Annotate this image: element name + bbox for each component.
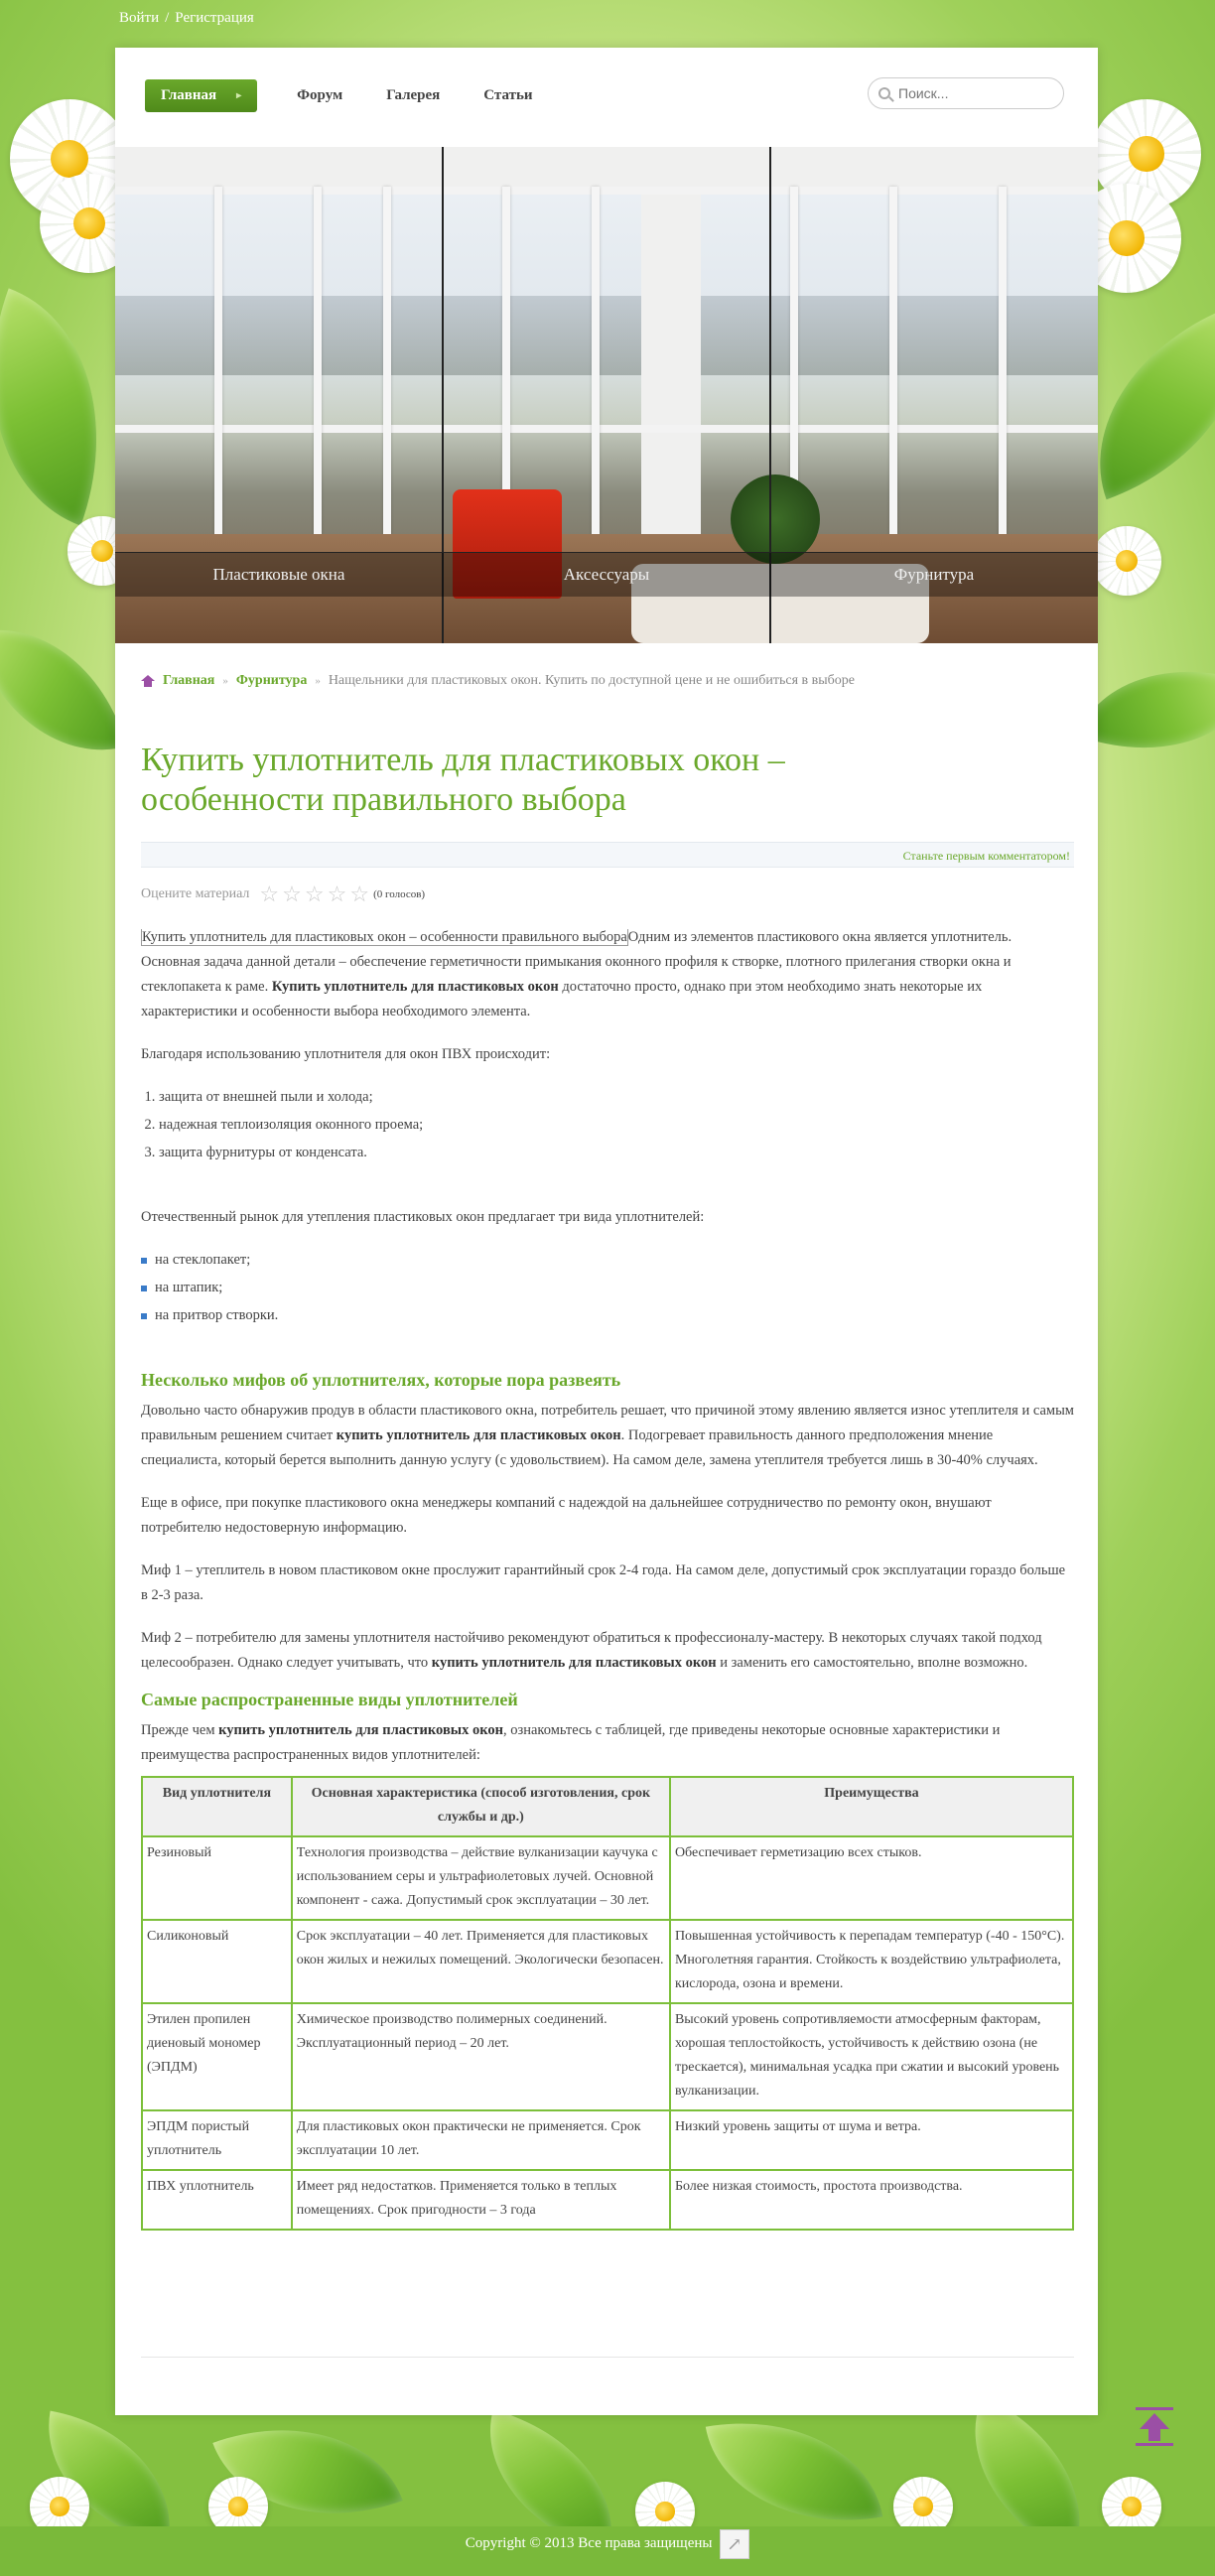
table-cell: Этилен пропилен диеновый мономер (ЭПДМ): [142, 2003, 292, 2110]
list-item: 1. защита от внешней пыли и холода;: [159, 1085, 1074, 1110]
nav-item-gallery[interactable]: Галерея: [386, 86, 441, 103]
table-row: [142, 2003, 1073, 2110]
list-item: на штапик;: [141, 1276, 1074, 1300]
table-row: [142, 2110, 1073, 2170]
rating-label: Оцените материал: [141, 886, 250, 901]
slide-caption-accessories[interactable]: Аксессуары: [563, 565, 650, 584]
intro-text-end: достаточно просто, однако при этом необходимо знать некоторые их характеристики и особенности выбора необходимого элемента.: [141, 979, 983, 1019]
table-cell: Низкий уровень защиты от шума и ветра.: [670, 2110, 1073, 2170]
page-container: [115, 48, 1098, 2415]
table-header: Преимущества: [670, 1777, 1073, 1836]
star-icon[interactable]: ☆: [327, 881, 347, 906]
paragraph: [141, 1718, 1074, 1768]
chevron-right-icon: »: [315, 675, 321, 687]
paragraph: [141, 1626, 1074, 1676]
breadcrumb: [141, 673, 1074, 689]
home-icon: [141, 675, 155, 687]
article-body: [141, 925, 1074, 2231]
article-content: [141, 673, 1074, 2231]
arrow-up-icon: [1140, 2413, 1169, 2429]
section-heading-types: Самые распространенные виды уплотнителей: [141, 1690, 518, 1709]
paragraph-bold: купить уплотнитель для пластиковых окон: [336, 1427, 621, 1443]
paragraph-text: и заменить его самостоятельно, вполне возможно.: [716, 1655, 1028, 1671]
daisy-icon: [1092, 526, 1161, 596]
section-heading-myths: Несколько мифов об уплотнителях, которые пора развеять: [141, 1370, 621, 1390]
table-cell: Высокий уровень сопротивляемости атмосферным факторам, хорошая теплостойкость, устойчивость к действию озона (не трескается), минимальная усадка при сжатии и высокий уровень вулканизации.: [670, 2003, 1073, 2110]
user-links: [119, 10, 254, 27]
scroll-to-top-button[interactable]: [1134, 2407, 1175, 2449]
paragraph-text: . Подогревает правильность данного предположения мнение специалиста, который берется выполнить данную услугу (с удовольствием). На самом деле, замена утеплителя требуется лишь в 30-40% случаях.: [141, 1427, 1038, 1468]
paragraph-text: Довольно часто обнаружив продув в области пластикового окна, потребитель решает, что причиной этому явлению является износ утеплителя и самым правильным решением считает: [141, 1403, 1074, 1443]
joomla-logo-icon[interactable]: [720, 2529, 749, 2559]
nav-item-forum[interactable]: Форум: [297, 86, 343, 103]
table-cell: Для пластиковых окон практически не применяется. Срок эксплуатации 10 лет.: [292, 2110, 670, 2170]
first-comment-link[interactable]: Станьте первым комментатором!: [902, 849, 1070, 863]
table-row: [142, 1920, 1073, 2003]
chevron-right-icon: »: [222, 675, 228, 687]
paragraph-bold: купить уплотнитель для пластиковых окон: [218, 1722, 503, 1738]
breadcrumb-current: Нащельники для пластиковых окон. Купить по доступной цене и не ошибиться в выборе: [328, 673, 856, 688]
star-icon[interactable]: ☆: [349, 881, 370, 906]
paragraph: Миф 1 – утеплитель в новом пластиковом окне прослужит гарантийный срок 2-4 года. На самом деле, допустимый срок эксплуатации гораздо больше в 2-3 раза.: [141, 1562, 1066, 1603]
comment-bar: [141, 842, 1074, 868]
login-link[interactable]: Войти: [119, 10, 160, 26]
search-input[interactable]: [898, 85, 1047, 101]
table-cell: Технология производства – действие вулканизации каучука с использованием серы и ультрафиолетовых лучей. Основной компонент - сажа. Допустимый срок эксплуатации – 30 лет.: [292, 1836, 670, 1920]
footer-copyright: [0, 2526, 1215, 2576]
table-cell: Силиконовый: [142, 1920, 292, 2003]
list-item: на притвор створки.: [141, 1303, 1074, 1328]
nav-item-home[interactable]: [145, 79, 257, 112]
list-item: 2. надежная теплоизоляция оконного проема;: [159, 1113, 1074, 1138]
paragraph: Отечественный рынок для утепления пластиковых окон предлагает три вида уплотнителей:: [141, 1209, 705, 1225]
table-header: Вид уплотнителя: [142, 1777, 292, 1836]
intro-bold: Купить уплотнитель для пластиковых окон: [271, 979, 559, 995]
search-icon: [878, 87, 890, 99]
benefits-list: [141, 1085, 1074, 1165]
types-list: [141, 1248, 1074, 1328]
table-row: [142, 2170, 1073, 2230]
copyright-text: Copyright © 2013 Все права защищены: [465, 2535, 713, 2551]
table-cell: ПВХ уплотнитель: [142, 2170, 292, 2230]
intro-text: Одним из элементов пластикового окна является уплотнитель. Основная задача данной детали – обеспечение герметичности примыкания оконного профиля к створке, плотного прилегания створки окна и стеклопакета к раме.: [141, 929, 1012, 995]
paragraph: [141, 1399, 1074, 1473]
list-item: 3. защита фурнитуры от конденсата.: [159, 1141, 1074, 1165]
table-cell: ЭПДМ пористый уплотнитель: [142, 2110, 292, 2170]
intro-link[interactable]: Купить уплотнитель для пластиковых окон – особенности правильного выбора: [142, 929, 627, 945]
rating-votes: (0 голосов): [373, 888, 426, 900]
register-link[interactable]: Регистрация: [175, 10, 254, 26]
intro-paragraph: [141, 925, 1074, 1024]
paragraph: Благодаря использованию уплотнителя для окон ПВХ происходит:: [141, 1046, 551, 1062]
table-cell: Более низкая стоимость, простота производства.: [670, 2170, 1073, 2230]
star-icon[interactable]: ☆: [259, 881, 280, 906]
table-cell: Обеспечивает герметизацию всех стыков.: [670, 1836, 1073, 1920]
rating-stars: [259, 883, 369, 905]
paragraph-text: Миф 2 – потребителю для замены уплотнителя настойчиво рекомендуют обратиться к профессионалу-мастеру. В некоторых случаях такой подход целесообразен. Однако следует учитывать, что: [141, 1630, 1042, 1671]
paragraph-text: , ознакомьтесь с таблицей, где приведены некоторые основные характеристики и преимущества распространенных видов уплотнителей:: [141, 1722, 1001, 1763]
rating-widget: [141, 883, 1074, 905]
table-header-row: [142, 1777, 1073, 1836]
star-icon[interactable]: ☆: [282, 881, 302, 906]
breadcrumb-home[interactable]: Главная: [163, 673, 215, 688]
table-cell: Повышенная устойчивость к перепадам температур (-40 - 150°С). Многолетняя гарантия. Стойкость к воздействию ультрафиолета, кислорода, озона и времени.: [670, 1920, 1073, 2003]
slide-caption-windows[interactable]: Пластиковые окна: [212, 565, 345, 584]
list-item: на стеклопакет;: [141, 1248, 1074, 1273]
paragraph: Еще в офисе, при покупке пластикового окна менеджеры компаний с надеждой на дальнейшее сотрудничество по ремонту окон, внушают потребителю недостоверную информацию.: [141, 1495, 992, 1536]
table-row: [142, 1836, 1073, 1920]
hero-slider: [115, 147, 1098, 643]
paragraph-text: Прежде чем: [141, 1722, 219, 1738]
table-cell: Срок эксплуатации – 40 лет. Применяется для пластиковых окон жилых и нежилых помещений. Экологически безопасен.: [292, 1920, 670, 2003]
content-divider: [141, 2357, 1074, 2358]
paragraph-bold: купить уплотнитель для пластиковых окон: [431, 1655, 717, 1671]
search-box: [868, 77, 1064, 109]
table-cell: Резиновый: [142, 1836, 292, 1920]
chevron-right-icon: ▸: [236, 89, 242, 101]
user-links-separator: /: [165, 10, 170, 26]
breadcrumb-category[interactable]: Фурнитура: [235, 673, 308, 688]
nav-item-label: Главная: [161, 86, 217, 103]
page-title: Купить уплотнитель для пластиковых окон – особенности правильного выбора: [141, 742, 785, 818]
star-icon[interactable]: ☆: [304, 881, 325, 906]
main-menu: [145, 77, 577, 113]
slide-caption-hardware[interactable]: Фурнитура: [893, 565, 975, 584]
table-cell: Имеет ряд недостатков. Применяется только в теплых помещениях. Срок пригодности – 3 года: [292, 2170, 670, 2230]
sealant-table: [141, 1776, 1074, 2231]
nav-item-articles[interactable]: Статьи: [483, 86, 533, 103]
table-cell: Химическое производство полимерных соединений. Эксплуатационный период – 20 лет.: [292, 2003, 670, 2110]
table-header: Основная характеристика (способ изготовления, срок службы и др.): [292, 1777, 670, 1836]
